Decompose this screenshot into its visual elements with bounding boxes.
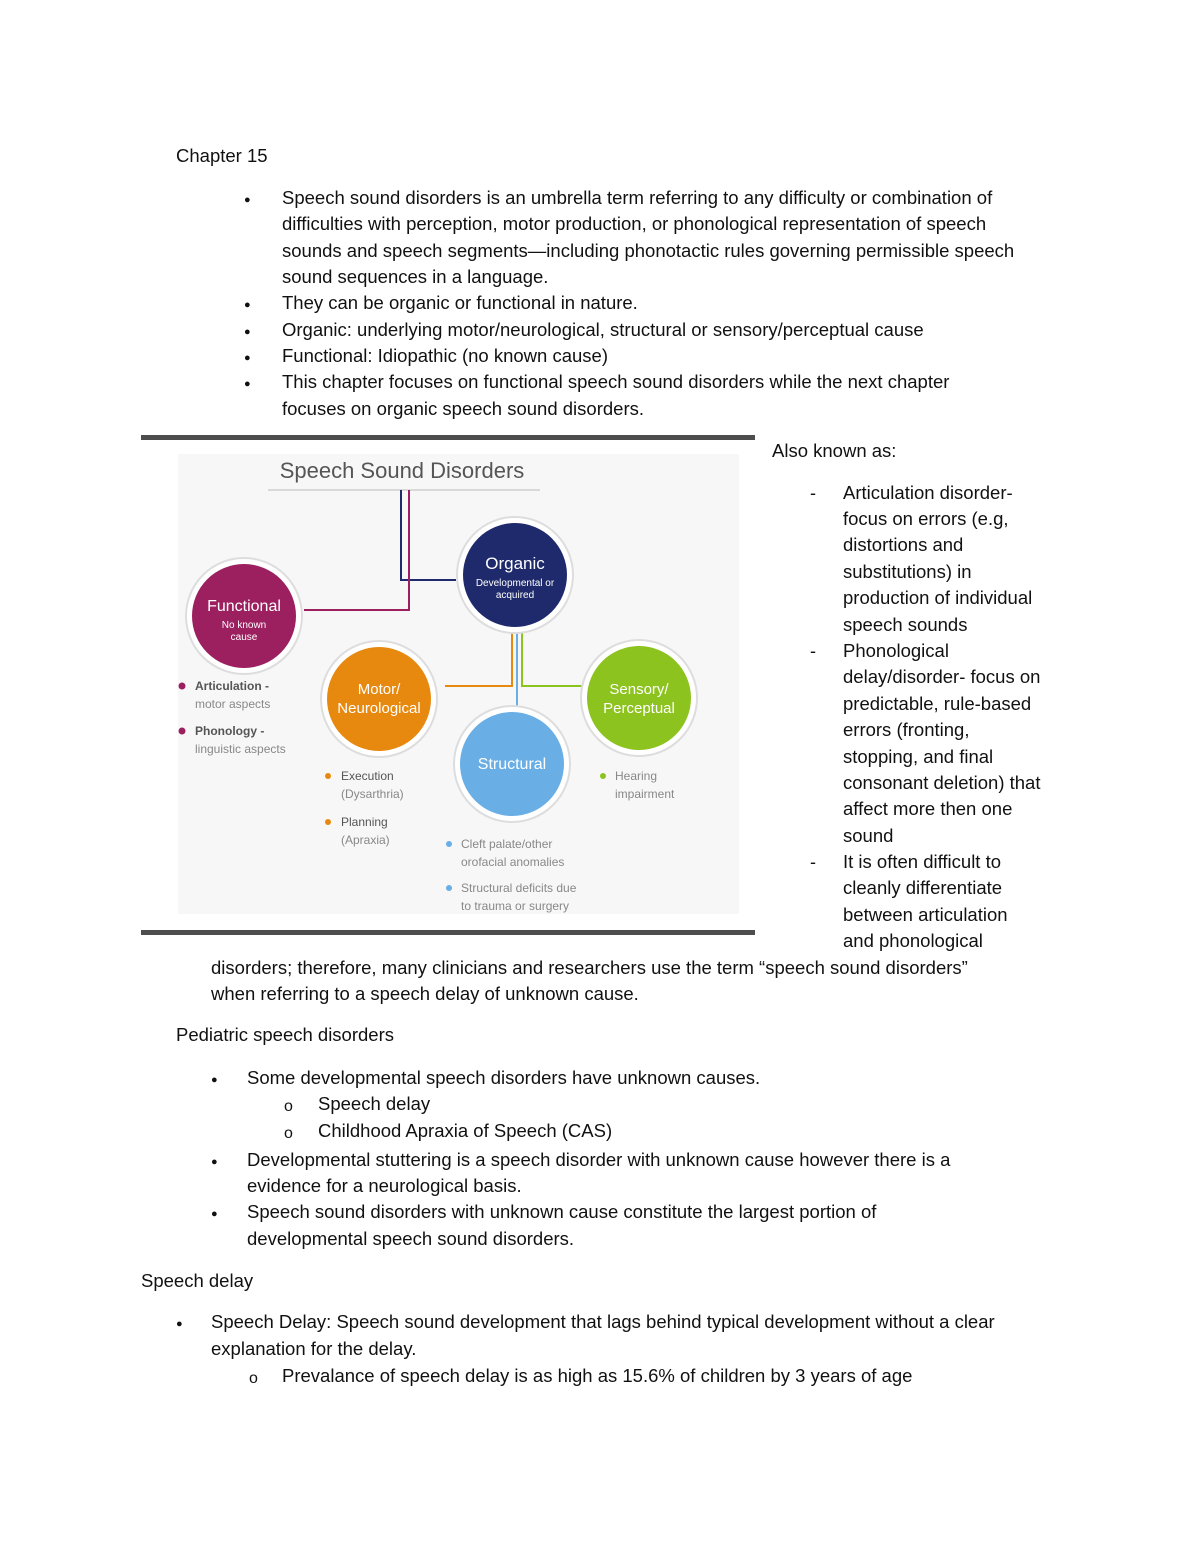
motor-item-2-a: Planning xyxy=(341,815,388,829)
sub-bullet-marker xyxy=(249,1364,258,1393)
aka-item-1-line-3: distortions and xyxy=(843,534,964,555)
aka-item-2-line-2: delay/disorder- focus on xyxy=(843,666,1041,687)
aka-item-3-line-4: and phonological xyxy=(843,930,983,951)
aka-item-2-line-3: predictable, rule-based xyxy=(843,693,1032,714)
aka-item-1-line-1: Articulation disorder- xyxy=(843,482,1013,503)
aka-item-2-line-8: sound xyxy=(843,825,894,846)
sub-bullet-marker xyxy=(284,1092,293,1121)
pediatric-sub-item-1: Speech delay xyxy=(318,1093,431,1114)
connector-motor xyxy=(445,632,512,686)
aka-item-1-line-2: focus on errors (e.g, xyxy=(843,508,1009,529)
sensory-item-dot xyxy=(600,773,606,779)
bullet-marker xyxy=(244,370,251,400)
pediatric-bullet-2-line-1: Developmental stuttering is a speech disorder with unknown cause however there is a xyxy=(247,1149,951,1170)
organic-circle xyxy=(463,523,567,627)
functional-item-2-b: linguistic aspects xyxy=(195,742,286,756)
bullet-marker xyxy=(176,1310,183,1340)
diagram-canvas xyxy=(178,454,739,914)
organic-sub-1: Developmental or xyxy=(475,578,555,589)
diagram-title: Speech Sound Disorders xyxy=(279,458,525,483)
bullet-marker xyxy=(211,1148,218,1178)
connector-functional xyxy=(304,490,409,610)
motor-item-dot xyxy=(325,773,331,779)
intro-bullet-3: Organic: underlying motor/neurological, structural or sensory/perceptual cause xyxy=(282,319,924,340)
structural-item-1-a: Cleft palate/other xyxy=(461,837,553,851)
sensory-circle xyxy=(587,646,691,750)
motor-title-2: Neurological xyxy=(337,700,421,717)
dash-marker xyxy=(810,849,816,876)
pediatric-bullet-3-line-1: Speech sound disorders with unknown cause constitute the largest portion of xyxy=(247,1201,877,1222)
motor-item-2-b: (Apraxia) xyxy=(341,833,390,847)
chapter-title: Chapter 15 xyxy=(176,145,268,166)
functional-title: Functional xyxy=(207,598,281,615)
speech-delay-bullet-line-1: Speech Delay: Speech sound development that lags behind typical development without a clear xyxy=(211,1311,995,1332)
structural-item-dot xyxy=(446,841,452,847)
dash-marker xyxy=(810,480,816,507)
structural-item-1-b: orofacial anomalies xyxy=(461,855,565,869)
aka-item-3-line-1: It is often difficult to xyxy=(843,851,1002,872)
structural-item-2-b: to trauma or surgery xyxy=(461,899,570,913)
motor-title-1: Motor/ xyxy=(357,681,401,698)
intro-bullet-5-line-1: This chapter focuses on functional speech sound disorders while the next chapter xyxy=(282,371,950,392)
motor-item-1-a: Execution xyxy=(341,769,394,783)
pediatric-bullet-1: Some developmental speech disorders have unknown causes. xyxy=(247,1067,761,1088)
figure-top-border xyxy=(141,435,755,440)
functional-item-1-b: motor aspects xyxy=(195,697,271,711)
functional-item-dot xyxy=(179,683,186,690)
bullet-marker xyxy=(211,1066,218,1096)
speech-delay-heading: Speech delay xyxy=(141,1270,254,1291)
intro-bullet-2: They can be organic or functional in nature. xyxy=(282,292,638,313)
organic-sub-2: acquired xyxy=(495,590,535,601)
aka-item-3-line-3: between articulation xyxy=(843,904,1008,925)
motor-item-1-b: (Dysarthria) xyxy=(341,787,404,801)
intro-bullet-1-line-2: difficulties with perception, motor production, or phonological representation of speech xyxy=(282,213,987,234)
also-known-heading: Also known as: xyxy=(772,440,897,461)
connector-sensory xyxy=(522,632,582,686)
intro-bullet-5-line-2: focuses on organic speech sound disorders. xyxy=(282,398,644,419)
functional-item-dot xyxy=(179,728,186,735)
sub-bullet-marker xyxy=(284,1119,293,1148)
aka-continuation-line-2: when referring to a speech delay of unknown cause. xyxy=(211,983,639,1004)
bullet-marker xyxy=(244,291,251,321)
aka-item-2-line-4: errors (fronting, xyxy=(843,719,970,740)
aka-item-1-line-6: speech sounds xyxy=(843,614,968,635)
sensory-title-2: Perceptual xyxy=(603,700,675,717)
structural-title: Structural xyxy=(477,756,547,773)
sensory-item-1-a: Hearing xyxy=(615,769,658,783)
motor-item-dot xyxy=(325,819,331,825)
aka-item-1-line-5: production of individual xyxy=(843,587,1033,608)
intro-bullet-1-line-1: Speech sound disorders is an umbrella term referring to any difficulty or combination of xyxy=(282,187,993,208)
speech-delay-bullet-line-2: explanation for the delay. xyxy=(211,1338,417,1359)
sensory-title-1: Sensory/ xyxy=(609,681,669,698)
structural-item-dot xyxy=(446,885,452,891)
speech-delay-sub-item: Prevalance of speech delay is as high as 15.6% of children by 3 years of age xyxy=(282,1365,913,1386)
functional-sub-1: No known xyxy=(221,620,267,631)
figure-bottom-border xyxy=(141,930,755,935)
bullet-marker xyxy=(244,186,251,216)
intro-bullet-1-line-3: sounds and speech segments—including phonotactic rules governing permissible speech xyxy=(282,240,1015,261)
functional-sub-2: cause xyxy=(230,632,258,643)
pediatric-bullet-3-line-2: developmental speech sound disorders. xyxy=(247,1228,575,1249)
speech-sound-disorders-diagram xyxy=(141,435,755,935)
functional-item-2-a: Phonology - xyxy=(195,724,265,738)
bullet-marker xyxy=(211,1200,218,1230)
organic-title: Organic xyxy=(485,554,545,573)
pediatric-sub-item-2: Childhood Apraxia of Speech (CAS) xyxy=(318,1120,613,1141)
dash-marker xyxy=(810,638,816,665)
aka-item-2-line-5: stopping, and final xyxy=(843,746,994,767)
motor-circle xyxy=(327,647,431,751)
diagram-svg xyxy=(178,454,739,914)
intro-bullet-4: Functional: Idiopathic (no known cause) xyxy=(282,345,608,366)
intro-bullet-1-line-4: sound sequences in a language. xyxy=(282,266,549,287)
aka-item-2-line-6: consonant deletion) that xyxy=(843,772,1041,793)
sensory-item-1-b: impairment xyxy=(615,787,675,801)
aka-item-3-line-2: cleanly differentiate xyxy=(843,877,1003,898)
aka-item-2-line-7: affect more then one xyxy=(843,798,1013,819)
pediatric-heading: Pediatric speech disorders xyxy=(176,1024,394,1045)
structural-item-2-a: Structural deficits due xyxy=(461,881,577,895)
aka-item-1-line-4: substitutions) in xyxy=(843,561,972,582)
aka-item-2-line-1: Phonological xyxy=(843,640,949,661)
aka-continuation-line-1: disorders; therefore, many clinicians and researchers use the term “speech sound disorders” xyxy=(211,957,968,978)
functional-circle xyxy=(192,564,296,668)
pediatric-bullet-2-line-2: evidence for a neurological basis. xyxy=(247,1175,522,1196)
functional-item-1-a: Articulation - xyxy=(195,679,269,693)
